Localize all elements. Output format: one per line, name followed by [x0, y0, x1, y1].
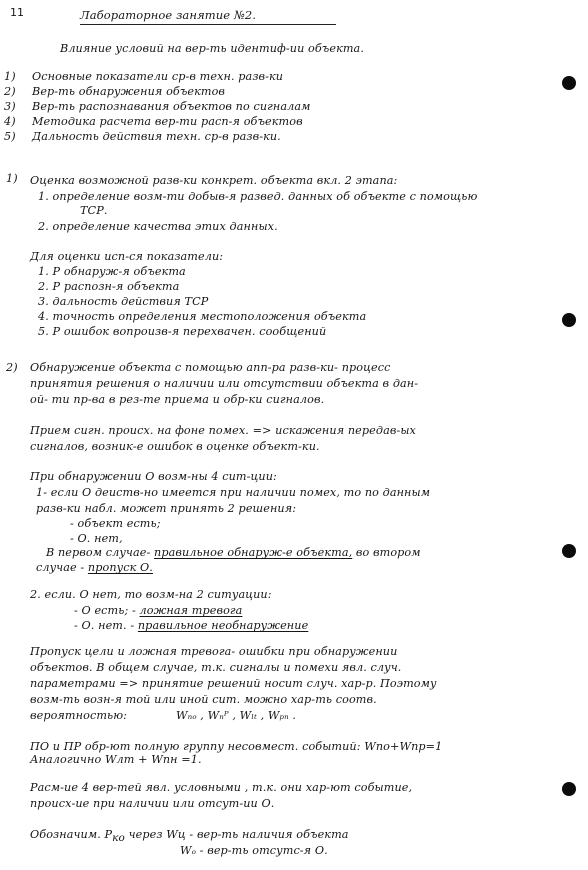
binder-hole — [562, 313, 576, 327]
text-fragment: В первом случае- — [46, 546, 151, 559]
title-underline — [80, 24, 336, 25]
text-fragment: во втором — [355, 546, 421, 559]
metric-item: 5. Р ошибок вопроизв-я перехвачен. сообщений — [38, 325, 327, 338]
section-line: 1- если О деиств-но имеется при наличии помех, то по данным — [36, 486, 431, 499]
section-line: 2. если. О нет, то возм-на 2 ситуации: — [30, 588, 272, 601]
metric-item: 3. дальность действия ТСР — [38, 295, 209, 308]
paragraph-line: параметрами => принятие решений носит случ. хар-р. Поэтому — [30, 677, 437, 690]
paragraph-line: вероятностью: — [30, 709, 128, 722]
paragraph-line: ПО и ПР обр-ют полную группу несовмест. событий: Wпо+Wпр=1 — [30, 740, 443, 753]
paragraph-line: Пропуск цели и ложная тревога- ошибки при обнаружении — [30, 645, 398, 658]
option-line — [74, 619, 308, 632]
section-line: 1. определение возм-ти добыв-я развед. данных об объекте с помощью — [38, 190, 478, 203]
intro-item: Методика расчета вер-ти расп-я объектов — [32, 115, 303, 128]
section-number: 2) — [6, 361, 18, 374]
binder-hole — [562, 544, 576, 558]
paragraph-line: происх-ие при наличии или отсут-ии О. — [30, 797, 275, 810]
intro-num: 5) — [4, 130, 16, 143]
section-line: принятия решения о наличии или отсутствии объекта в дан- — [30, 377, 419, 390]
text-fragment: Обозначим. Р — [30, 828, 113, 841]
option-line: - объект есть; — [70, 517, 161, 530]
paragraph-line: объектов. В общем случае, т.к. сигналы и помехи явл. случ. — [30, 661, 402, 674]
binder-hole — [562, 782, 576, 796]
subscript: ко — [112, 832, 125, 845]
metric-item: 2. Р распозн-я объекта — [38, 280, 180, 293]
metric-item: 4. точность определения местоположения объекта — [38, 310, 367, 323]
intro-num: 1) — [4, 70, 16, 83]
text-fragment: - О есть; - — [74, 604, 136, 617]
paragraph-line — [30, 828, 349, 845]
section-line: ой- ти пр-ва в рез-те приема и обр-ки сигналов. — [30, 393, 325, 406]
section-line — [46, 546, 421, 559]
underlined-term: пропуск О. — [87, 561, 153, 574]
intro-num: 3) — [4, 100, 16, 113]
section-line: При обнаружении О возм-ны 4 сит-ции: — [30, 470, 277, 483]
paragraph-line: Wₒ - вер-ть отсутс-я О. — [180, 844, 328, 857]
paragraph-line: Расм-ие 4 вер-тей явл. условными , т.к. они хар-ют событие, — [30, 781, 413, 794]
section-line: сигналов, возник-е ошибок в оценке объект-ки. — [30, 440, 320, 453]
text-fragment: через Wц - вер-ть наличия объекта — [124, 828, 349, 841]
page-title: Лабораторное занятие №2. — [80, 8, 257, 22]
intro-item: Вер-ть обнаружения объектов — [32, 85, 226, 98]
intro-num: 4) — [4, 115, 16, 128]
subtitle: Влияние условий на вер-ть идентиф-ии объекта. — [60, 42, 364, 55]
intro-item: Вер-ть распознавания объектов по сигналам — [32, 100, 311, 113]
section-line: разв-ки набл. может принять 2 решения: — [36, 502, 297, 515]
intro-num: 2) — [4, 85, 16, 98]
section-line: ТСР. — [80, 204, 108, 217]
section-line: Прием сигн. происх. на фоне помех. => искажения передав-ых — [30, 424, 416, 437]
probability-list: Wₙₒ , Wₙᴾ , Wₗₜ , Wₚₙ . — [176, 709, 297, 722]
paragraph-line: Аналогично Wлт + Wпн =1. — [30, 753, 202, 766]
text-fragment: - О. нет. - — [74, 619, 135, 632]
option-line — [74, 604, 242, 617]
eval-title: Для оценки исп-ся показатели: — [30, 250, 224, 263]
underlined-term: правильное обнаруж-е объекта, — [154, 546, 353, 559]
paragraph-line: возм-ть возн-я той или иной сит. можно хар-ть соотв. — [30, 693, 377, 706]
section-line: 2. определение качества этих данных. — [38, 220, 278, 233]
option-line: - О. нет, — [70, 532, 123, 545]
section-line: Оценка возможной разв-ки конкрет. объекта вкл. 2 этапа: — [30, 174, 398, 187]
section-number: 1) — [6, 172, 18, 185]
text-fragment: случае - — [36, 561, 85, 574]
section-line: Обнаружение объекта с помощью апп-ра разв-ки- процесс — [30, 361, 391, 374]
intro-item: Дальность действия техн. ср-в разв-ки. — [32, 130, 281, 143]
metric-item: 1. Р обнаруж-я объекта — [38, 265, 186, 278]
underlined-term: правильное необнаружение — [137, 619, 309, 632]
page-number: 11 — [10, 6, 24, 19]
underlined-term: ложная тревога — [139, 604, 243, 617]
binder-hole — [562, 76, 576, 90]
section-line — [36, 561, 153, 574]
intro-item: Основные показатели ср-в техн. разв-ки — [32, 70, 284, 83]
